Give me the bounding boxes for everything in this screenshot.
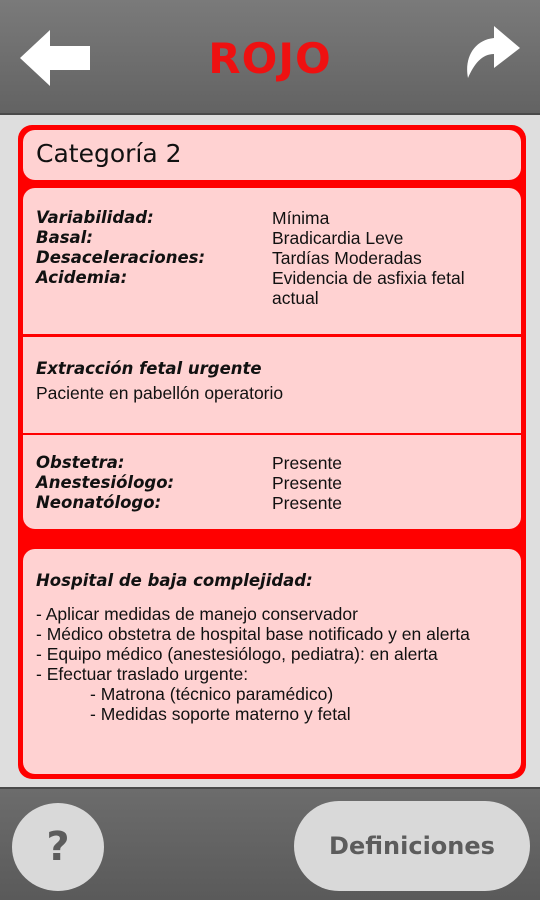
- staff-row: [36, 453, 511, 473]
- list-item: - Aplicar medidas de manejo conservador: [36, 604, 358, 624]
- hospital-list: [36, 604, 516, 724]
- hospital-panel: [23, 549, 521, 774]
- staff-label: Obstetra:: [36, 453, 125, 472]
- staff-row: [36, 493, 511, 513]
- finding-row: [36, 268, 511, 308]
- findings-panel: [23, 188, 521, 334]
- bottom-bar: [0, 787, 540, 900]
- staff-value: Presente: [272, 473, 343, 493]
- finding-value: Bradicardia Leve: [272, 228, 404, 248]
- list-subitem: - Matrona (técnico paramédico): [90, 684, 334, 704]
- list-subitem: - Medidas soporte materno y fetal: [90, 704, 351, 724]
- extraction-title: Extracción fetal urgente: [36, 359, 262, 378]
- category-card: [18, 125, 526, 779]
- finding-label: Desaceleraciones:: [36, 248, 206, 267]
- finding-row: [36, 228, 511, 248]
- definitions-button[interactable]: [294, 801, 530, 891]
- finding-value: Mínima: [272, 208, 330, 228]
- finding-label: Variabilidad:: [36, 208, 154, 227]
- list-item: - Efectuar traslado urgente:: [36, 664, 249, 684]
- refresh-icon: [456, 20, 526, 90]
- hospital-title: Hospital de baja complejidad:: [36, 571, 313, 590]
- finding-label: Acidemia:: [36, 268, 128, 287]
- definitions-label: Definiciones: [329, 832, 495, 860]
- list-item: - Médico obstetra de hospital base notificado y en alerta: [36, 624, 470, 644]
- finding-row: [36, 208, 511, 228]
- page-title: ROJO: [208, 34, 332, 83]
- category-header: [23, 130, 521, 180]
- staff-panel: [23, 435, 521, 529]
- extraction-text: Paciente en pabellón operatorio: [36, 383, 284, 403]
- finding-value: Tardías Moderadas: [272, 248, 422, 268]
- staff-value: Presente: [272, 493, 343, 513]
- help-button[interactable]: [12, 803, 104, 891]
- content-area: [0, 115, 540, 787]
- staff-value: Presente: [272, 453, 343, 473]
- extraction-panel: [23, 337, 521, 433]
- category-title: Categoría 2: [36, 139, 182, 168]
- list-item: - Equipo médico (anestesiólogo, pediatra): en alerta: [36, 644, 438, 664]
- staff-label: Neonatólogo:: [36, 493, 162, 512]
- help-icon: ?: [46, 824, 70, 870]
- top-bar: [0, 0, 540, 115]
- staff-row: [36, 473, 511, 493]
- finding-value: Evidencia de asfixia fetal actual: [272, 268, 465, 308]
- staff-label: Anestesiólogo:: [36, 473, 175, 492]
- finding-label: Basal:: [36, 228, 93, 247]
- finding-row: [36, 248, 511, 268]
- refresh-button[interactable]: [456, 20, 526, 90]
